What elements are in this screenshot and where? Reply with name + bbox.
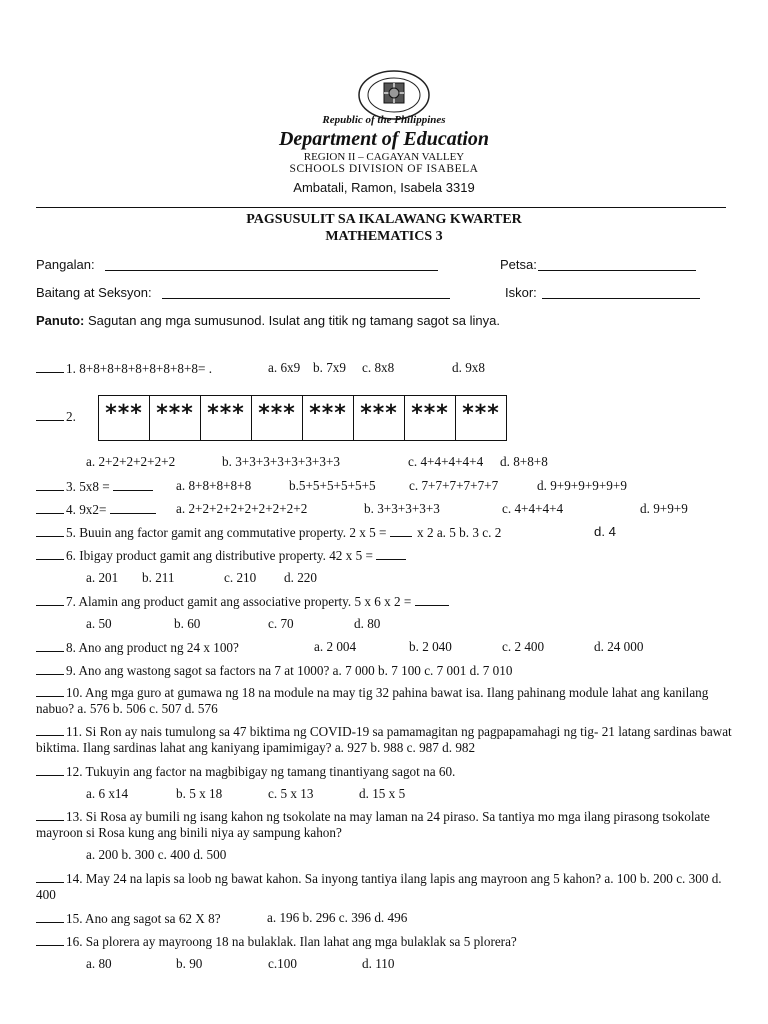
q6-option-a: a. 201 — [86, 570, 119, 585]
grade-section-label: Baitang at Seksyon: — [36, 285, 152, 300]
q1-option-c: c. 8x8 — [362, 360, 395, 375]
q6-option-d: d. 220 — [284, 570, 317, 585]
q2-option-c: c. 4+4+4+4+4 — [408, 454, 484, 469]
question-15: 15. Ano ang sagot sa 62 X 8? — [36, 910, 221, 927]
q13-options: a. 200 b. 300 c. 400 d. 500 — [86, 847, 227, 862]
asterisk-group: *** — [462, 401, 500, 426]
question-1: 1. 8+8+8+8+8+8+8+8+8= . — [36, 360, 212, 377]
question-2: 2. — [36, 408, 76, 425]
question-9: 9. Ano ang wastong sagot sa factors na 7 at 1000? a. 7 000 b. 7 100 c. 7 001 d. 7 010 — [36, 662, 512, 679]
answer-blank[interactable] — [36, 933, 64, 946]
asterisk-groups — [98, 395, 507, 441]
q16-option-d: d. 110 — [362, 956, 395, 971]
answer-blank[interactable] — [36, 639, 64, 652]
answer-blank[interactable] — [36, 870, 64, 883]
question-5: 5. Buuin ang factor gamit ang commutative property. 2 x 5 = x 2 a. 5 b. 3 c. 2 — [36, 524, 501, 541]
question-3: 3. 5x8 = — [36, 478, 155, 495]
instructions-label: Panuto: — [36, 313, 85, 328]
q6-option-c: c. 210 — [224, 570, 257, 585]
region-line: REGION II – CAGAYAN VALLEY — [303, 151, 465, 163]
q7-option-d: d. 80 — [354, 616, 381, 631]
answer-blank[interactable] — [36, 763, 64, 776]
answer-line[interactable] — [390, 524, 412, 537]
q3-option-b: b.5+5+5+5+5+5 — [289, 478, 376, 493]
answer-blank[interactable] — [36, 910, 64, 923]
q7-option-b: b. 60 — [174, 616, 201, 631]
asterisk-group: *** — [354, 396, 405, 440]
question-7: 7. Alamin ang product gamit ang associative property. 5 x 6 x 2 = — [36, 593, 451, 610]
q8-option-d: d. 24 000 — [594, 639, 644, 654]
division-line: SCHOOLS DIVISION OF ISABELA — [289, 163, 479, 175]
q5-option-d: d. 4 — [594, 524, 616, 539]
instructions — [36, 313, 500, 328]
deped-seal — [356, 70, 432, 120]
answer-blank[interactable] — [36, 662, 64, 675]
q7-option-c: c. 70 — [268, 616, 294, 631]
score-label: Iskor: — [505, 285, 537, 300]
q1-option-d: d. 9x8 — [452, 360, 485, 375]
asterisk-group: *** — [150, 396, 201, 440]
q4-option-c: c. 4+4+4+4 — [502, 501, 564, 516]
header-divider — [36, 207, 726, 208]
q4-option-b: b. 3+3+3+3+3 — [364, 501, 440, 516]
answer-line[interactable] — [113, 478, 153, 491]
q3-option-c: c. 7+7+7+7+7+7 — [409, 478, 499, 493]
q7-option-a: a. 50 — [86, 616, 112, 631]
question-14: 14. May 24 na lapis sa loob ng bawat kahon. Sa inyong tantiya ilang lapis ang mayroon ang 5 kahon? a. 100 b. 200 c. 300 d. 400 — [36, 871, 722, 902]
q4-option-a: a. 2+2+2+2+2+2+2+2+2 — [176, 501, 308, 516]
q14-options: b. 200 c. 300 d. 400 — [36, 871, 722, 902]
q8-option-b: b. 2 040 — [409, 639, 452, 654]
q2-option-b: b. 3+3+3+3+3+3+3+3 — [222, 454, 340, 469]
answer-blank[interactable] — [36, 684, 64, 697]
answer-line[interactable] — [415, 593, 449, 606]
q3-option-d: d. 9+9+9+9+9+9 — [537, 478, 627, 493]
q16-option-c: c.100 — [268, 956, 297, 971]
q8-option-c: c. 2 400 — [502, 639, 545, 654]
question-4: 4. 9x2= — [36, 501, 158, 518]
question-10: 10. Ang mga guro at gumawa ng 18 na module na may tig 32 pahina bawat isa. Ilang pahinang module lahat ang kanilang nabuo? a. 576 b. 506 c. 507 d. 576 — [36, 685, 709, 716]
school-address: Ambatali, Ramon, Isabela 3319 — [293, 180, 475, 195]
answer-blank[interactable] — [36, 524, 64, 537]
date-field[interactable] — [538, 270, 696, 271]
q6-option-b: b. 211 — [142, 570, 175, 585]
q10-options: a. 576 b. 506 c. 507 d. 576 — [77, 701, 218, 716]
answer-line[interactable] — [376, 547, 406, 560]
q2-option-a: a. 2+2+2+2+2+2 — [86, 454, 176, 469]
q12-option-b: b. 5 x 18 — [176, 786, 223, 801]
answer-blank[interactable] — [36, 593, 64, 606]
question-16: 16. Sa plorera ay mayroong 18 na bulaklak. Ilan lahat ang mga bulaklak sa 5 plorera? — [36, 933, 517, 950]
asterisk-group: *** — [201, 396, 252, 440]
q8-option-a: a. 2 004 — [314, 639, 357, 654]
q16-option-b: b. 90 — [176, 956, 203, 971]
question-8: 8. Ano ang product ng 24 x 100? — [36, 639, 239, 656]
q12-option-a: a. 6 x14 — [86, 786, 129, 801]
question-12: 12. Tukuyin ang factor na magbibigay ng tamang tinantiyang sagot na 60. — [36, 763, 455, 780]
answer-blank[interactable] — [36, 360, 64, 373]
answer-blank[interactable] — [36, 547, 64, 560]
department-name: Department of Education — [278, 128, 489, 150]
q4-option-d: d. 9+9+9 — [640, 501, 688, 516]
asterisk-group: *** — [405, 396, 456, 440]
answer-blank[interactable] — [36, 501, 64, 514]
exam-subject: MATHEMATICS 3 — [325, 229, 443, 244]
name-field[interactable] — [105, 270, 438, 271]
name-label: Pangalan: — [36, 257, 95, 272]
q11-options: b. 988 c. 987 d. 982 — [370, 740, 476, 755]
q3-option-a: a. 8+8+8+8+8 — [176, 478, 252, 493]
asterisk-group: *** — [252, 396, 303, 440]
question-11: 11. Si Ron ay nais tumulong sa 47 biktima ng COVID-19 sa pamamagitan ng pagpapamahagi ng tig- 21 latang sardinas bawat biktima. Ilang sardinas lahat ang kaniyang ipamimigay? a. 927 b. 988 c. 987 d. 982 — [36, 724, 732, 755]
question-13: 13. Si Rosa ay bumili ng isang kahon ng tsokolate na may laman na 24 piraso. Sa tantiya mo mga ilang pirasong tsokolate mayroon si Rosa kung ang binili niya ay sampung kahon? — [36, 809, 710, 840]
grade-section-field[interactable] — [162, 298, 450, 299]
answer-blank[interactable] — [36, 808, 64, 821]
asterisk-group: *** — [303, 396, 354, 440]
q15-options: a. 196 b. 296 c. 396 d. 496 — [267, 910, 408, 925]
question-6: 6. Ibigay product gamit ang distributive property. 42 x 5 = — [36, 547, 408, 564]
answer-line[interactable] — [110, 501, 156, 514]
republic-line: Republic of the Philippines — [322, 114, 446, 126]
q1-option-a: a. 6x9 — [268, 360, 301, 375]
answer-blank[interactable] — [36, 723, 64, 736]
answer-blank[interactable] — [36, 408, 64, 421]
q12-option-d: d. 15 x 5 — [359, 786, 406, 801]
exam-title: PAGSUSULIT SA IKALAWANG KWARTER — [246, 212, 522, 227]
date-label: Petsa: — [500, 257, 537, 272]
q1-option-b: b. 7x9 — [313, 360, 346, 375]
instructions-text: Sagutan ang mga sumusunod. Isulat ang titik ng tamang sagot sa linya. — [84, 313, 500, 328]
score-field[interactable] — [542, 298, 700, 299]
q16-option-a: a. 80 — [86, 956, 112, 971]
asterisk-group: *** — [99, 396, 150, 440]
q2-option-d: d. 8+8+8 — [500, 454, 548, 469]
answer-blank[interactable] — [36, 478, 64, 491]
q12-option-c: c. 5 x 13 — [268, 786, 314, 801]
